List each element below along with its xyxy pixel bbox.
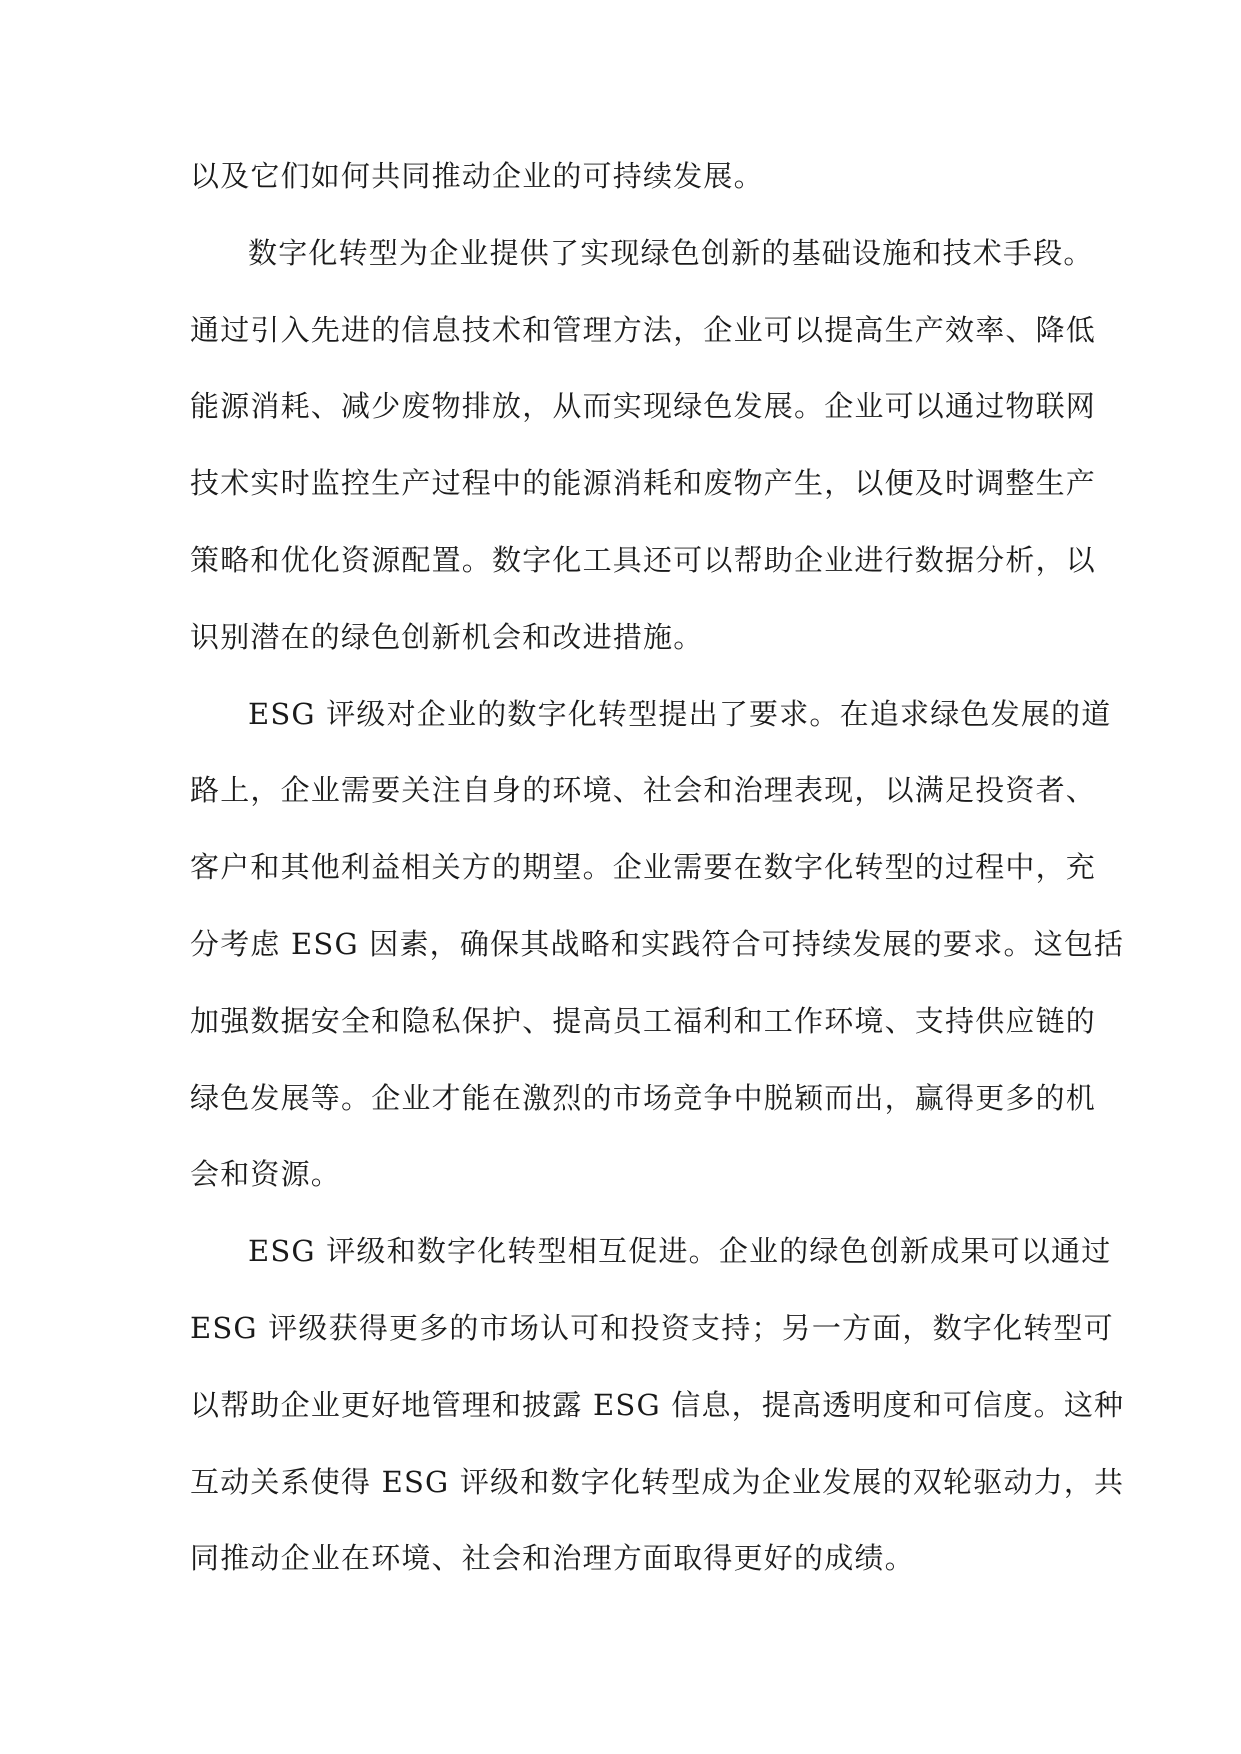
text-line: 技术实时监控生产过程中的能源消耗和废物产生，以便及时调整生产 [190, 466, 1097, 501]
text-line: 会和资源。 [190, 1157, 342, 1192]
text-line: 以帮助企业更好地管理和披露 ESG 信息，提高透明度和可信度。这种 [190, 1387, 1125, 1422]
text-line: ESG 评级获得更多的市场认可和投资支持；另一方面，数字化转型可 [190, 1310, 1114, 1345]
text-line: 路上，企业需要关注自身的环境、社会和治理表现，以满足投资者、 [190, 773, 1097, 808]
text-line: 互动关系使得 ESG 评级和数字化转型成为企业发展的双轮驱动力，共 [190, 1464, 1125, 1499]
text-line: 客户和其他利益相关方的期望。企业需要在数字化转型的过程中，充 [190, 850, 1097, 885]
text-line: 加强数据安全和隐私保护、提高员工福利和工作环境、支持供应链的 [190, 1003, 1097, 1038]
text-line: 识别潜在的绿色创新机会和改进措施。 [190, 619, 704, 654]
paragraph-first-line: ESG 评级对企业的数字化转型提出了要求。在追求绿色发展的道 [248, 696, 1112, 731]
text-line: 策略和优化资源配置。数字化工具还可以帮助企业进行数据分析，以 [190, 542, 1097, 577]
paragraph-first-line: ESG 评级和数字化转型相互促进。企业的绿色创新成果可以通过 [248, 1234, 1112, 1269]
text-line: 绿色发展等。企业才能在激烈的市场竞争中脱颖而出，赢得更多的机 [190, 1080, 1097, 1115]
text-line: 能源消耗、减少废物排放，从而实现绿色发展。企业可以通过物联网 [190, 389, 1097, 424]
body-text [190, 138, 1125, 1597]
text-line: 同推动企业在环境、社会和治理方面取得更好的成绩。 [190, 1541, 915, 1576]
text-line: 分考虑 ESG 因素，确保其战略和实践符合可持续发展的要求。这包括 [190, 926, 1125, 961]
paragraph-first-line: 数字化转型为企业提供了实现绿色创新的基础设施和技术手段。 [248, 235, 1094, 270]
text-line: 通过引入先进的信息技术和管理方法，企业可以提高生产效率、降低 [190, 312, 1097, 347]
text-line: 以及它们如何共同推动企业的可持续发展。 [190, 159, 764, 193]
